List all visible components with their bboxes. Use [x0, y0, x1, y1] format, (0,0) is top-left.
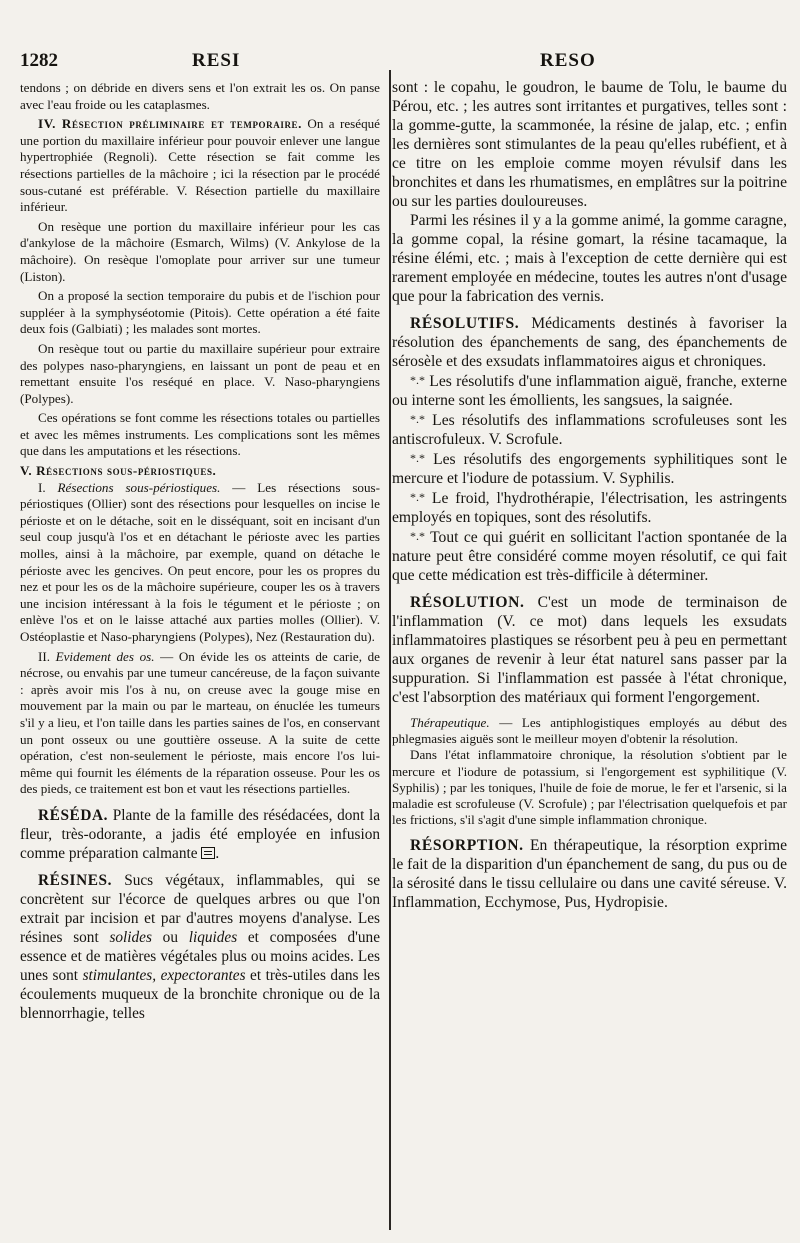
- entry-text: C'est un mode de terminaison de l'inflammation (V. ce mot) dans lequels les exsudats inflammatoires plastiques se résorbent peu à peu en permettant aux organes de revenir à leur état naturel sans passer par la suppuration. Si l'inflammation est passée à l'état chronique, c'est l'absorption des matériaux qui forment l'engorgement.: [392, 594, 787, 706]
- asterism-icon: *.*: [410, 412, 425, 426]
- paragraph-resection-temporaire: [20, 116, 380, 216]
- paragraph-text: — Les antiphlogistiques employés au début des phlegmasies aiguës sont le meilleur moyen d'obtenir la résolution.: [392, 715, 787, 747]
- remedy-box-icon: [201, 847, 215, 859]
- entry-text: Médicaments destinés à favoriser la résolution des épanchements de sang, des épanchements de sérosèle et des exsudats inflammatoires aigus et chroniques.: [392, 315, 787, 370]
- paragraph-continuation: sont : le copahu, le goudron, le baume de Tolu, le baume du Pérou, etc. ; les autres sont irritantes et purgatives, telles sont : la gomme-gutte, la scammonée, la résine de jalap, etc. ; enfin les dernières sont stimulantes de la peau qu'elles rubéfient, et à ce titre on les emploie comme moyen révulsif dans les bronchites et dans les rhumatismes, en emplâtres sur la poitrine ou sur les parties douloureuses.: [392, 79, 787, 210]
- paragraph: On a proposé la section temporaire du pubis et de l'ischion pour suppléer à la symphyséotomie (Pitois). Cette opération a été faite deux fois (Galbiati) ; les malades sont mortes.: [20, 288, 380, 337]
- list-item: [392, 488, 787, 527]
- entry-resorption: [392, 836, 787, 912]
- left-running-head: RESI: [192, 50, 241, 71]
- section-heading: IV. Résection préliminaire et temporaire.: [38, 116, 303, 132]
- section-heading: V. Résections sous-périostiques.: [20, 463, 217, 479]
- entry-italic: solides: [109, 928, 152, 946]
- headword: RÉSÉDA.: [38, 806, 109, 824]
- paragraph-text: — Les résections sous-périostiques (Ollier) sont des résections pour lesquelles on incise le périoste et on le détache, soit en le disséquant, soit en incisant d'un seul coup jusqu'à l'os et en détachant le périoste avec les parties molles, ainsi à la mâchoire, par exemple, quand on détache le périoste avec les gencives. On peut encore, pour les os propres du nez et pour les os de la mâchoire supérieure, couper les os à travers une incision intéressant à la fois le tégument et le périoste ; on enlève l'os et on le laisse attaché aux parties molles (Ollier). V. Ostéoplastie et Naso-pharyngiens (Polypes), Nez (Restauration du).: [20, 479, 380, 644]
- headword: RÉSOLUTION.: [410, 594, 525, 611]
- paragraph-therapeutique: [392, 715, 787, 747]
- paragraph: On resèque tout ou partie du maxillaire supérieur pour extraire des polypes naso-pharyngiens, en laissant un pont de peau et en remettant ensuite l'os reséqué en place. V. Naso-pharyngiens (Polypes).: [20, 340, 380, 406]
- section-heading-subperiostees: [20, 463, 380, 480]
- paragraph-text: — On évide les os atteints de carie, de nécrose, ou envahis par une tumeur cancéreuse, de la façon suivante : après avoir mis l'os à nu, on creuse avec la gouge mise en mouvement par la main ou par le marteau, on énuclée les tumeurs s'il y a lieu, et l'on taille dans les parties saines de l'os, en conservant un pont osseux ou une gouttière osseuse. A la suite de cette opération, c'est non-seulement le périoste, mais encore l'os lui-même qui fournit les éléments de la réparation osseuse. Pour les os des pieds, ce traitement est bon et vaut les résections partielles.: [20, 648, 380, 797]
- entry-text: ou: [151, 928, 189, 946]
- item-title: Résections sous-périostiques.: [57, 479, 221, 495]
- paragraph: On resèque une portion du maxillaire inférieur pour les cas d'ankylose de la mâchoire (Esmarch, Wilms) (V. Ankylose de la mâchoire). On resèque l'omoplate pour arriver sur une tumeur (Liston).: [20, 218, 380, 284]
- entry-text: Sucs végétaux, inflammables, qui se concrètent sur l'écorce de quelques arbres ou que l'on extrait par incision et par d'autres moyens d'analyse. Les résines sont: [20, 871, 380, 946]
- asterism-icon: *.*: [410, 451, 425, 465]
- page-header: [20, 50, 785, 76]
- entry-resolutifs: [392, 314, 787, 371]
- right-running-head: RESO: [540, 50, 596, 71]
- page-number: 1282: [20, 50, 58, 71]
- asterism-icon: *.*: [410, 490, 425, 504]
- entry-resines: [20, 871, 380, 1023]
- asterism-icon: *.*: [410, 373, 425, 387]
- list-item: [392, 371, 787, 410]
- paragraph-evidement: [20, 649, 380, 798]
- list-item: [392, 410, 787, 449]
- item-number: II.: [38, 648, 50, 664]
- paragraph-resections-sous-periostiques: [20, 480, 380, 646]
- subheading: Thérapeutique.: [410, 715, 490, 730]
- list-item-text: Tout ce qui guérit en sollicitant l'action spontanée de la nature peut être considéré comme moyen résolutif, ce qui fait que cette médication est très-difficile à déterminer.: [392, 529, 787, 584]
- paragraph: Dans l'état inflammatoire chronique, la résolution s'obtient par le mercure et l'iodure de potassium, si l'engorgement est syphilitique (V. Syphilis) ; par les toniques, l'huile de foie de morue, le fer et l'arsenic, si la maladie est scrofuleuse (V. Scrofule) ; par l'électrisation quelquefois et par les frictions, s'il s'agit d'une simple inflammation chronique.: [392, 747, 787, 828]
- paragraph: Parmi les résines il y a la gomme animé, la gomme caragne, la gomme copal, la résine gomart, la résine tacamaque, la résine élémi, etc. ; mais à l'exception de cette dernière qui est rarement employée en médecine, toutes les autres n'ont d'usage que pour la fabrication des vernis.: [392, 212, 787, 305]
- headword: RÉSOLUTIFS.: [410, 315, 520, 332]
- entry-text: Plante de la famille des résédacées, dont la fleur, très-odorante, a jadis été employée en infusion comme préparation calmante: [20, 806, 380, 862]
- headword: RÉSORPTION.: [410, 837, 524, 855]
- entry-text: et composées d'une essence et de matières végétales plus ou moins acides. Les unes sont: [20, 928, 380, 984]
- paragraph-text: On a reséqué une portion du maxillaire inférieur pour pouvoir enlever une langue hypertrophiée (Regnoli). Cette résection se fait comme les résections partielles de la mâchoire ; ici la résection par le procédé sous-cutané est préférable. V. Résection partielle du maxillaire inférieur.: [20, 116, 380, 215]
- entry-text: En thérapeutique, la résorption exprime le fait de la disparition d'un épanchement de sang, du pus ou de la sérosité dans le tissu cellulaire ou dans une cavité séreuse. V. Inflammation, Ecchymose, Pus, Hydropisie.: [392, 837, 787, 912]
- right-column: [392, 78, 787, 912]
- entry-reseda: RÉSÉDA. Plante de la famille des résédacées, dont la fleur, très-odorante, a jadis été employée en infusion comme préparation calmante .: [20, 806, 380, 862]
- entry-italic: liquides: [188, 928, 238, 946]
- item-title: Evidement des os.: [55, 648, 155, 664]
- paragraph: Ces opérations se font comme les résections totales ou partielles et avec les mêmes instruments. Les complications sont les mêmes que dans les amputations et les résections.: [20, 410, 380, 459]
- item-number: I.: [38, 479, 46, 495]
- list-item-text: Les résolutifs d'une inflammation aiguë, franche, externe ou interne sont les émollients, les sangsues, la saignée.: [392, 373, 787, 409]
- list-item: [392, 527, 787, 585]
- column-rule: [389, 70, 391, 1230]
- list-item-text: Le froid, l'hydrothérapie, l'électrisation, les astringents employés en topiques, sont des résolutifs.: [392, 490, 787, 526]
- entry-text: et très-utiles dans les écoulements muqueux de la bronchite chronique ou de la blennorrhagie, telles: [20, 966, 380, 1022]
- paragraph-continuation: tendons ; on débride en divers sens et l'on extrait les os. On panse avec l'eau froide ou les cataplasmes.: [20, 80, 380, 112]
- left-column: [20, 80, 380, 1023]
- asterism-icon: *.*: [410, 529, 425, 543]
- headword: RÉSINES.: [38, 871, 113, 889]
- list-item-text: Les résolutifs des inflammations scrofuleuses sont les antiscrofuleux. V. Scrofule.: [392, 412, 787, 448]
- entry-italic: stimulantes, expectorantes: [82, 966, 246, 984]
- entry-resolution: [392, 593, 787, 707]
- list-item-text: Les résolutifs des engorgements syphilitiques sont le mercure et l'iodure de potassium. V. Syphilis.: [392, 451, 787, 487]
- list-item: [392, 449, 787, 488]
